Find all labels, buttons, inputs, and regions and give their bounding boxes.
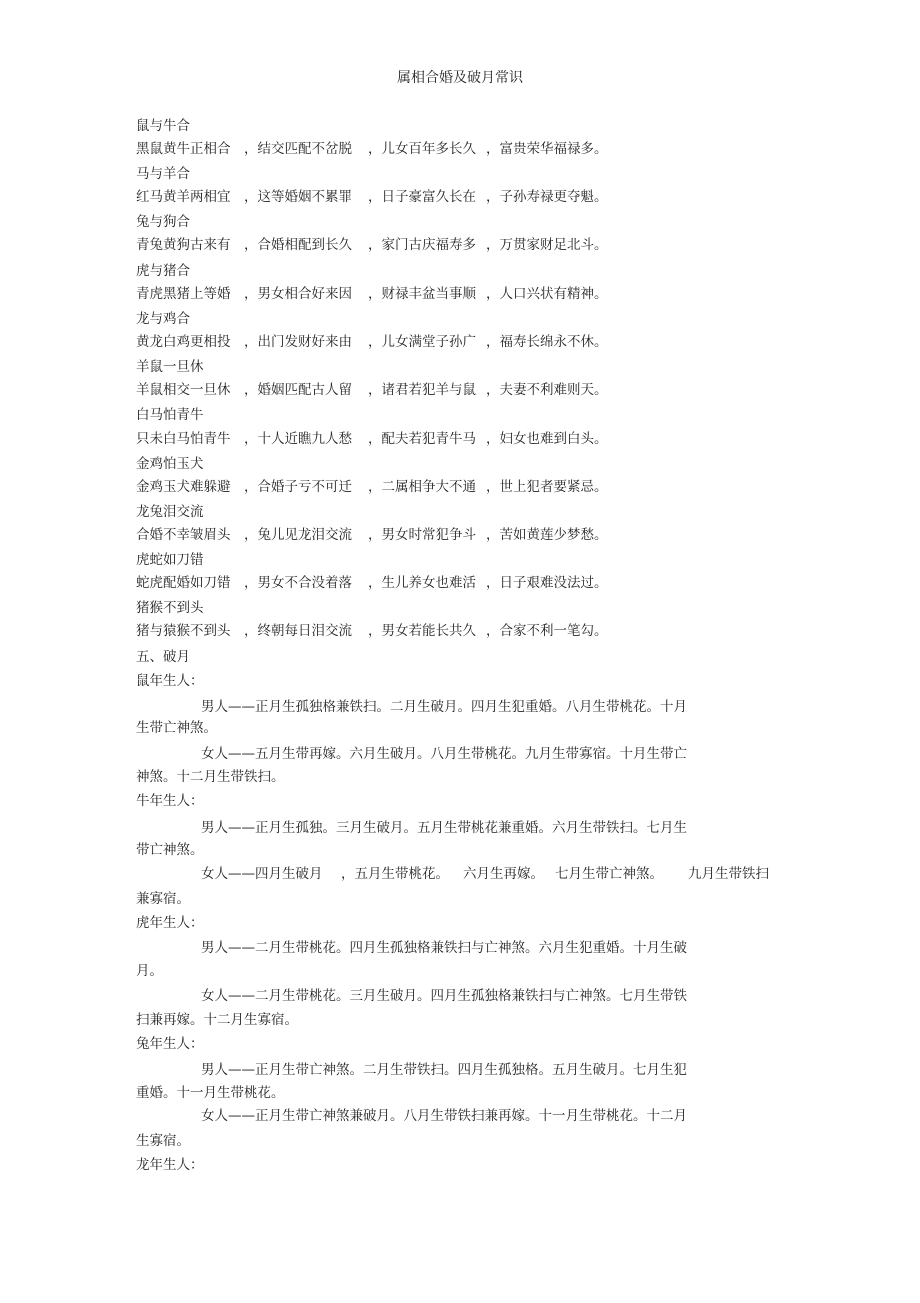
- compat-verse: [136, 573, 736, 593]
- compat-heading: 龙兔泪交流: [136, 504, 204, 520]
- verse-part: ，配夫若犯青牛马: [368, 431, 476, 447]
- verse-part: ，家门古庆福寿多: [368, 237, 476, 253]
- tiger-male-cont: 月。: [136, 963, 163, 979]
- compat-heading: 虎与猪合: [136, 263, 190, 279]
- verse-part: ，子孙寿禄更夺魁。: [486, 189, 608, 205]
- ox-female-part: ，五月生带桃花。: [341, 866, 449, 882]
- compat-heading: 白马怕青牛: [136, 407, 204, 423]
- compat-heading: 兔与狗合: [136, 214, 190, 230]
- compat-verse: [136, 525, 736, 545]
- compat-heading: 龙与鸡合: [136, 311, 190, 327]
- verse-part: ，诸君若犯羊与鼠: [368, 382, 476, 398]
- verse-part: 只未白马怕青牛: [136, 431, 231, 447]
- verse-part: ，男女相合好来因: [244, 286, 352, 302]
- verse-part: ，男女不合没着落: [244, 575, 352, 591]
- ox-female-line: [201, 864, 781, 884]
- verse-part: 羊鼠相交一旦休: [136, 382, 231, 398]
- compat-verse: [136, 235, 736, 255]
- ox-female-part: 六月生再嫁。: [463, 866, 544, 882]
- verse-part: ，合婚相配到长久: [244, 237, 352, 253]
- compat-heading: 羊鼠一旦休: [136, 359, 204, 375]
- rabbit-male-cont: 重婚。十一月生带桃花。: [136, 1085, 285, 1101]
- rat-male-cont: 生带亡神煞。: [136, 720, 217, 736]
- compat-verse: [136, 187, 736, 207]
- verse-part: 红马黄羊两相宜: [136, 189, 231, 205]
- dragon-year-label: 龙年生人：: [136, 1157, 204, 1173]
- verse-part: 合婚不幸皱眉头: [136, 527, 231, 543]
- ox-year-label: 牛年生人：: [136, 793, 204, 809]
- verse-part: 黄龙白鸡更相投: [136, 334, 231, 350]
- verse-part: 青兔黄狗古来有: [136, 237, 231, 253]
- verse-part: ，二属相争大不通: [368, 479, 476, 495]
- compat-verse: [136, 477, 736, 497]
- rabbit-male-line: 男人——正月生带亡神煞。二月生带铁扫。四月生孤独格。五月生破月。七月生犯: [201, 1062, 687, 1078]
- compat-heading: 金鸡怕玉犬: [136, 456, 204, 472]
- verse-part: 青虎黑猪上等婚: [136, 286, 231, 302]
- verse-part: ，福寿长绵永不休。: [486, 334, 608, 350]
- verse-part: ，日子艰难没法过。: [486, 575, 608, 591]
- compat-verse: [136, 380, 736, 400]
- verse-part: ，妇女也难到白头。: [486, 431, 608, 447]
- compat-verse: [136, 284, 736, 304]
- verse-part: ，苦如黄莲少梦愁。: [486, 527, 608, 543]
- tiger-female-cont: 扫兼再嫁。十二月生寡宿。: [136, 1012, 298, 1028]
- ox-male-line: 男人——正月生孤独。三月生破月。五月生带桃花兼重婚。六月生带铁扫。七月生: [201, 820, 687, 836]
- verse-part: ，儿女满堂子孙广: [368, 334, 476, 350]
- verse-part: ，合婚子亏不可迁: [244, 479, 352, 495]
- compat-verse: [136, 332, 736, 352]
- tiger-male-line: 男人——二月生带桃花。四月生孤独格兼铁扫与亡神煞。六月生犯重婚。十月生破: [201, 940, 687, 956]
- compat-verse: [136, 621, 736, 641]
- ox-female-part: 九月生带铁扫: [688, 866, 769, 882]
- verse-part: ，兔儿见龙泪交流: [244, 527, 352, 543]
- compat-heading: 鼠与牛合: [136, 118, 190, 134]
- compat-verse: [136, 429, 736, 449]
- verse-part: ，男女若能长共久: [368, 623, 476, 639]
- verse-part: ，人口兴状有精神。: [486, 286, 608, 302]
- tiger-female-line: 女人——二月生带桃花。三月生破月。四月生孤独格兼铁扫与亡神煞。七月生带铁: [201, 988, 687, 1004]
- rabbit-female-line: 女人——正月生带亡神煞兼破月。八月生带铁扫兼再嫁。十一月生带桃花。十二月: [201, 1108, 687, 1124]
- rabbit-year-label: 兔年生人：: [136, 1036, 204, 1052]
- verse-part: ，万贯家财足北斗。: [486, 237, 608, 253]
- rat-male-line: 男人——正月生孤独格兼铁扫。二月生破月。四月生犯重婚。八月生带桃花。十月: [201, 699, 687, 715]
- verse-part: ，财禄丰盆当事顺: [368, 286, 476, 302]
- compat-heading: 马与羊合: [136, 166, 190, 182]
- verse-part: ，生儿养女也难活: [368, 575, 476, 591]
- ox-male-cont: 带亡神煞。: [136, 842, 204, 858]
- verse-part: ，这等婚姻不累罪: [244, 189, 352, 205]
- verse-part: ，世上犯者要紧忌。: [486, 479, 608, 495]
- verse-part: 金鸡玉犬难躲避: [136, 479, 231, 495]
- ox-female-cont: 兼寡宿。: [136, 891, 190, 907]
- compat-heading: 虎蛇如刀错: [136, 552, 204, 568]
- verse-part: ，儿女百年多长久: [368, 141, 476, 157]
- verse-part: ，日子豪富久长在: [368, 189, 476, 205]
- page-title: 属相合婚及破月常识: [397, 70, 523, 86]
- rat-female-cont: 神煞。十二月生带铁扫。: [136, 769, 285, 785]
- verse-part: ，出门发财好来由: [244, 334, 352, 350]
- rat-year-label: 鼠年生人：: [136, 673, 204, 689]
- compat-heading: 猪猴不到头: [136, 600, 204, 616]
- verse-part: ，男女时常犯争斗: [368, 527, 476, 543]
- verse-part: 蛇虎配婚如刀错: [136, 575, 231, 591]
- verse-part: 黑鼠黄牛正相合: [136, 141, 231, 157]
- section-heading: 五、破月: [136, 649, 190, 665]
- tiger-year-label: 虎年生人：: [136, 915, 204, 931]
- verse-part: ，富贵荣华福禄多。: [486, 141, 608, 157]
- ox-female-part: 七月生带亡神煞。: [555, 866, 663, 882]
- rabbit-female-cont: 生寡宿。: [136, 1133, 190, 1149]
- verse-part: 猪与猿猴不到头: [136, 623, 231, 639]
- verse-part: ，夫妻不利难则天。: [486, 382, 608, 398]
- verse-part: ，终朝每日泪交流: [244, 623, 352, 639]
- verse-part: ，十人近瞧九人愁: [244, 431, 352, 447]
- verse-part: ，结交匹配不岔脱: [244, 141, 352, 157]
- rat-female-line: 女人——五月生带再嫁。六月生破月。八月生带桃花。九月生带寡宿。十月生带亡: [201, 746, 687, 762]
- compat-verse: [136, 139, 736, 159]
- verse-part: ，婚姻匹配古人留: [244, 382, 352, 398]
- verse-part: ，合家不利一笔勾。: [486, 623, 608, 639]
- ox-female-part: 女人——四月生破月: [201, 866, 323, 882]
